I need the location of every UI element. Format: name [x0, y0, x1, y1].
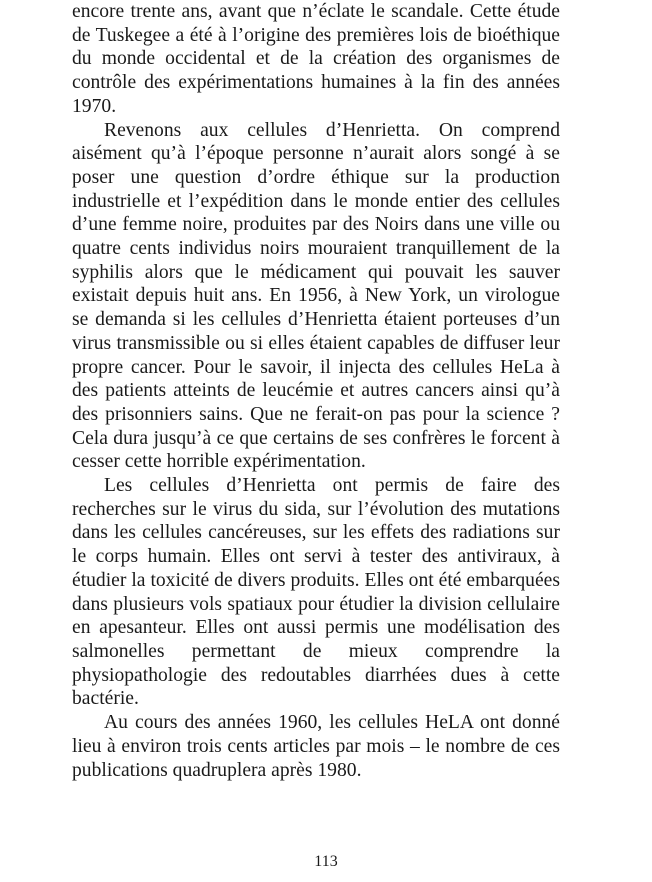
page-body — [72, 0, 560, 782]
paragraph-tuskegee-end: encore trente ans, avant que n’éclate le scandale. Cette étude de Tuskegee a été à l’origine des premières lois de bioéthique du monde occidental et de la création des organismes de contrôle des expérimentations humaines à la fin des années 1970. — [72, 1, 560, 117]
paragraph-hela-research-uses: Les cellules d’Henrietta ont permis de faire des recherches sur le virus du sida, sur l’évolution des mutations dans les cellules cancéreuses, sur les effets des radiations sur le corps humain. Elles ont servi à tester des antiviraux, à étudier la toxicité de divers produits. Elles ont été embarquées dans plusieurs vols spatiaux pour étudier la division cellulaire en apesanteur. Elles ont aussi permis une modélisation des salmonelles permettant de mieux comprendre la physiopathologie des redoutables diarrhées dues à cette bactérie. — [72, 475, 560, 710]
paragraph-hela-publications: Au cours des années 1960, les cellules HeLA ont donné lieu à environ trois cents articles par mois – le nombre de ces publications quadruplera après 1980. — [72, 712, 560, 781]
paragraph-henrietta-cells-ethics: Revenons aux cellules d’Henrietta. On comprend aisément qu’à l’époque personne n’aurait alors songé à se poser une question d’ordre éthique sur la production industrielle et l’expédition dans le monde entier des cellules d’une femme noire, produites par des Noirs dans une ville ou quatre cents individus noirs mouraient tranquillement de la syphilis alors que le médicament qui pouvait les sauver existait depuis huit ans. En 1956, à New York, un virologue se demanda si les cellules d’Henrietta étaient porteuses d’un virus transmissible ou si elles étaient capables de diffuser leur propre cancer. Pour le savoir, il injecta des cellules HeLa à des patients atteints de leucémie et autres cancers ainsi qu’à des prisonniers sains. Que ne ferait-on pas pour la science ? Cela dura jusqu’à ce que certains de ses confrères le forcent à cesser cette horrible expérimentation. — [72, 119, 560, 473]
page-number: 113 — [314, 853, 338, 870]
